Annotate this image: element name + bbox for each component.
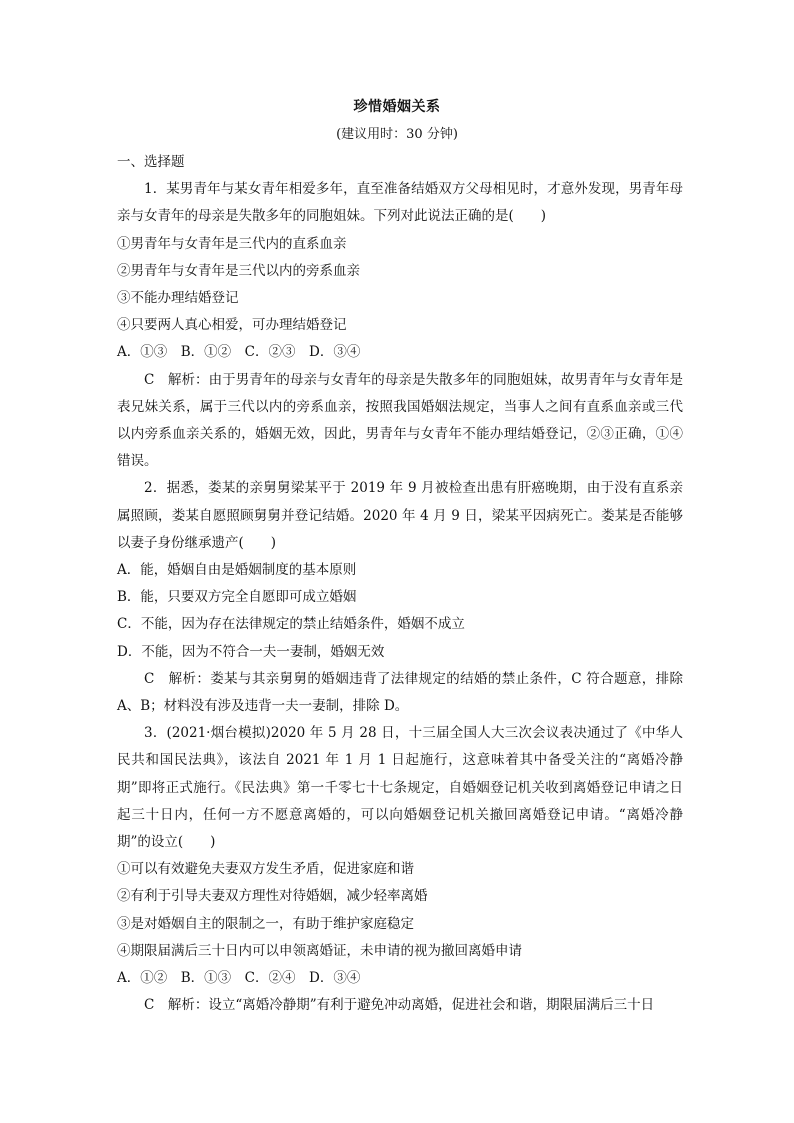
- question-1-item-3: ③不能办理结婚登记: [117, 290, 239, 307]
- question-1-item-1: ①男青年与女青年是三代内的直系血亲: [117, 235, 347, 252]
- question-2-option-b: B．能，只要双方完全自愿即可成立婚姻: [117, 589, 357, 606]
- question-3-analysis: C 解析：设立“离婚冷静期”有利于避免冲动离婚，促进社会和谐，期限届满后三十日: [144, 997, 655, 1014]
- question-2-option-a: A．能，婚姻自由是婚姻制度的基本原则: [117, 562, 357, 579]
- question-1-item-4: ④只要两人真心相爱，可办理结婚登记: [117, 317, 347, 334]
- suggested-time: (建议用时：30 分钟): [336, 127, 458, 142]
- question-3-item-3: ③是对婚姻自主的限制之一，有助于维护家庭稳定: [117, 915, 414, 932]
- question-2-option-d: D．不能，因为不符合一夫一妻制，婚姻无效: [117, 643, 385, 660]
- question-3-item-1: ①可以有效避免夫妻双方发生矛盾，促进家庭和谐: [117, 861, 414, 878]
- page-title: 珍惜婚姻关系: [353, 99, 441, 115]
- question-1-item-2: ②男青年与女青年是三代以内的旁系血亲: [117, 262, 360, 279]
- question-1-choices: A．①③ B．①② C．②③ D．③④: [117, 344, 361, 361]
- document-body: [117, 149, 683, 1020]
- question-2-stem: 2．据悉，娄某的亲舅舅梁某平于 2019 年 9 月被检查出患有肝癌晚期，由于没有直系亲属照顾，娄某自愿照顾舅舅并登记结婚。2020 年 4 月 9 日，梁某平因病死亡。娄某是否能够以妻子身份继承遗产( ): [117, 480, 683, 551]
- question-1-analysis: C 解析：由于男青年的母亲与女青年的母亲是失散多年的同胞姐妹，故男青年与女青年是表兄妹关系，属于三代以内的旁系血亲，按照我国婚姻法规定，当事人之间有直系血亲或三代以内旁系血亲关系的，婚姻无效，因此，男青年与女青年不能办理结婚登记，②③正确，①④错误。: [117, 371, 683, 470]
- question-3-item-4: ④期限届满后三十日内可以申领离婚证，未申请的视为撤回离婚申请: [117, 942, 522, 959]
- question-3-stem: 3．(2021·烟台模拟)2020 年 5 月 28 日，十三届全国人大三次会议表决通过了《中华人民共和国民法典》，该法自 2021 年 1 月 1 日起施行，这意味着其中备受关注的“离婚冷静期”即将正式施行。《民法典》第一千零七十七条规定，自婚姻登记机关收到离婚登记申请之日起三十日内，任何一方不愿意离婚的，可以向婚姻登记机关撤回离婚登记申请。“离婚冷静期”的设立( ): [117, 725, 683, 851]
- question-2-analysis: C 解析：娄某与其亲舅舅的婚姻违背了法律规定的结婚的禁止条件，C 符合题意，排除 A、B；材料没有涉及违背一夫一妻制，排除 D。: [117, 670, 683, 715]
- question-2-option-c: C．不能，因为存在法律规定的禁止结婚条件，婚姻不成立: [117, 616, 465, 633]
- section-heading: 一、选择题: [117, 154, 185, 170]
- question-1-stem: 1．某男青年与某女青年相爱多年，直至准备结婚双方父母相见时，才意外发现，男青年母亲与女青年的母亲是失散多年的同胞姐妹。下列对此说法正确的是( ): [117, 181, 683, 225]
- question-3-choices: A．①② B．①③ C．②④ D．③④: [117, 970, 361, 987]
- question-3-item-2: ②有利于引导夫妻双方理性对待婚姻，减少轻率离婚: [117, 888, 428, 905]
